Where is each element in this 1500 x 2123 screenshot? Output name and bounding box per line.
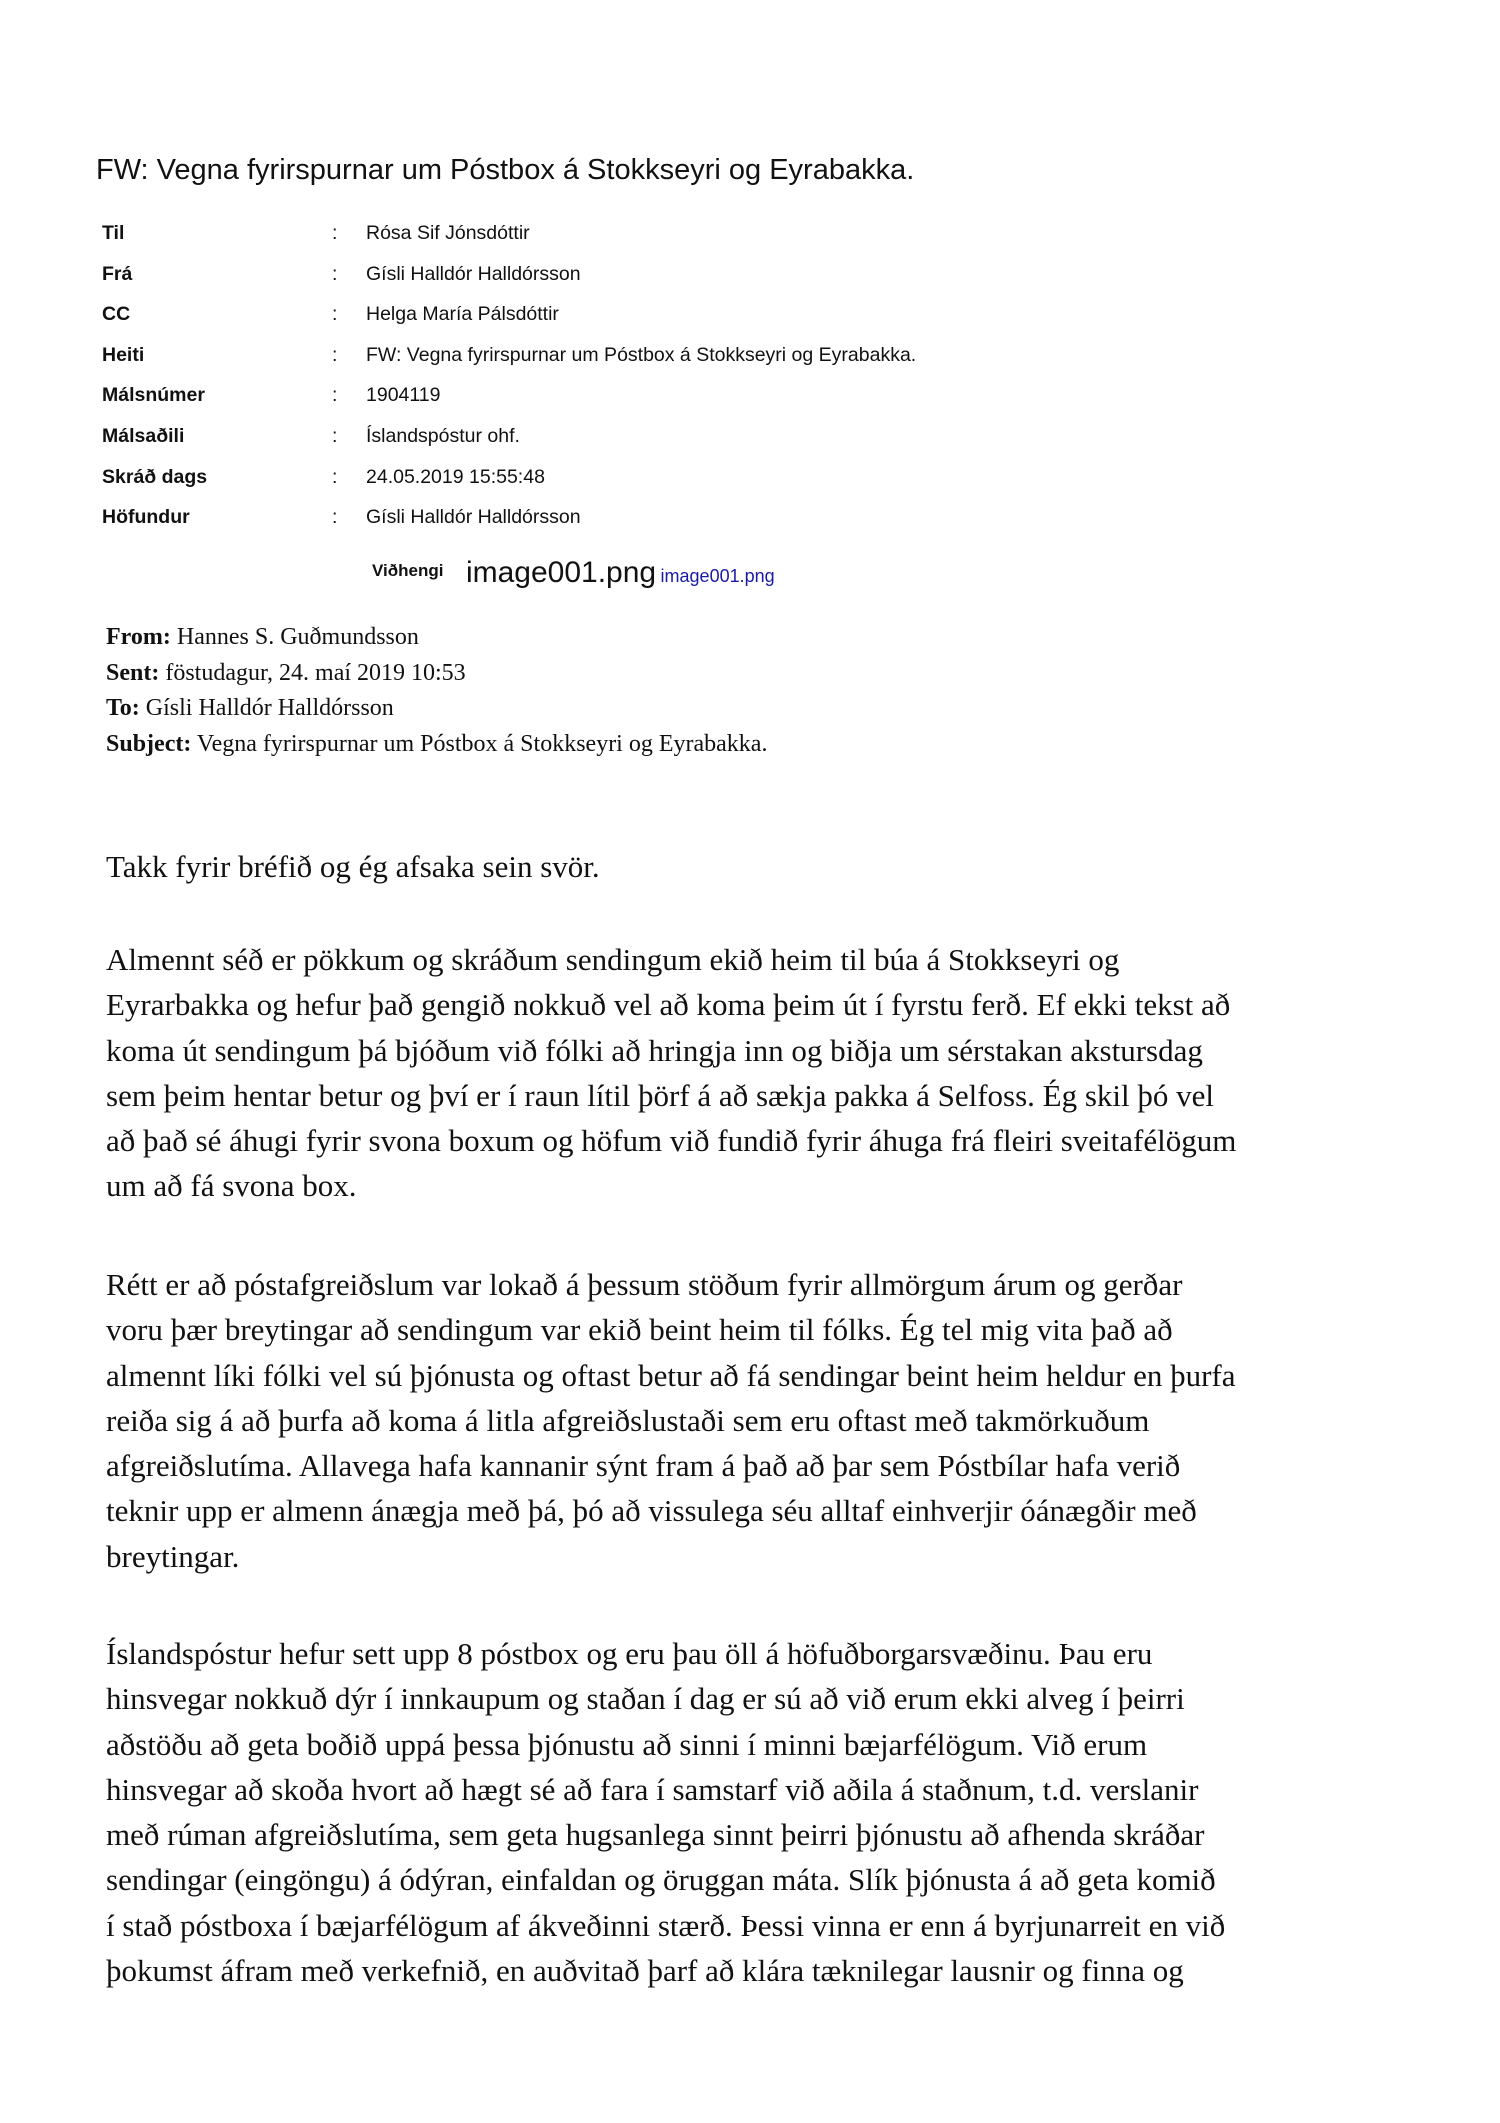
body-line: Eyrarbakka og hefur það gengið nokkuð vel að koma þeim út í fyrstu ferð. Ef ekki tekst að xyxy=(106,987,1231,1023)
meta-label: Skráð dags xyxy=(102,465,208,488)
body-line: hinsvegar að skoða hvort að hægt sé að fara í samstarf við aðila á staðnum, t.d. verslanir xyxy=(106,1771,1199,1807)
body-line: Almennt séð er pökkum og skráðum sendingum ekið heim til búa á Stokkseyri og xyxy=(106,942,1120,977)
meta-value: Gísli Halldór Halldórsson xyxy=(366,262,581,285)
meta-separator: : xyxy=(332,222,338,244)
meta-row-hofundur xyxy=(102,506,1302,547)
attachment-link[interactable]: image001.png xyxy=(660,566,775,586)
body-line: sendingar (eingöngu) á ódýran, einfaldan og öruggan máta. Slík þjónusta á að geta komið xyxy=(106,1862,1216,1898)
meta-label: Frá xyxy=(102,262,133,285)
meta-row-heiti xyxy=(102,344,1302,385)
email-header xyxy=(106,620,767,762)
body-line: um að fá svona box. xyxy=(106,1168,357,1204)
to-value: Gísli Halldór Halldórsson xyxy=(145,695,394,721)
sent-value: föstudagur, 24. maí 2019 10:53 xyxy=(165,659,466,686)
meta-separator: : xyxy=(332,506,338,529)
body-line: teknir upp er almenn ánægja með þá, þó að vissulega séu alltaf einhverjir óánægðir með xyxy=(106,1493,1197,1529)
attachment-name: image001.png xyxy=(465,556,657,589)
meta-separator: : xyxy=(332,424,338,447)
meta-value: 24.05.2019 15:55:48 xyxy=(366,465,545,488)
meta-row-malsnumer xyxy=(102,384,1302,425)
meta-value: Rósa Sif Jónsdóttir xyxy=(366,222,530,244)
body-paragraph-1 xyxy=(106,844,1436,889)
email-to-line xyxy=(106,691,767,727)
body-line: í stað póstboxa í bæjarfélögum af ákveðinni stærð. Þessi vinna er enn á byrjunarreit en við xyxy=(106,1907,1226,1943)
meta-label: Til xyxy=(102,222,125,244)
attachment-row xyxy=(372,556,775,590)
meta-row-malsadili xyxy=(102,425,1302,466)
meta-label: Höfundur xyxy=(102,506,190,529)
to-label: To: xyxy=(106,695,140,721)
meta-separator: : xyxy=(332,303,338,326)
body-paragraph-3 xyxy=(106,1262,1436,1579)
meta-row-cc xyxy=(102,303,1302,344)
meta-separator: : xyxy=(332,384,338,407)
body-line: sem þeim hentar betur og því er í raun lítil þörf á að sækja pakka á Selfoss. Ég skil þó vel xyxy=(106,1077,1214,1113)
document-title: FW: Vegna fyrirspurnar um Póstbox á Stokkseyri og Eyrabakka. xyxy=(96,154,915,186)
body-line: að það sé áhugi fyrir svona boxum og höfum við fundið fyrir áhuga frá fleiri sveitafélögum xyxy=(106,1123,1237,1159)
body-line: Takk fyrir bréfið og ég afsaka sein svör. xyxy=(106,849,600,884)
email-from-line xyxy=(106,620,767,656)
body-line: þokumst áfram með verkefnið, en auðvitað þarf að klára tæknilegar lausnir og finna og xyxy=(106,1953,1184,1989)
meta-label: CC xyxy=(102,303,131,326)
subject-label: Subject: xyxy=(106,730,192,757)
body-line: voru þær breytingar að sendingum var ekið beint heim til fólks. Ég tel mig vita það að xyxy=(106,1312,1173,1348)
meta-label: Málsaðili xyxy=(102,424,185,447)
metadata-table xyxy=(102,222,1302,547)
body-line: afgreiðslutíma. Allavega hafa kannanir sýnt fram á það að þar sem Póstbílar hafa verið xyxy=(106,1448,1181,1484)
body-line: breytingar. xyxy=(106,1538,240,1574)
body-line: Íslandspóstur hefur sett upp 8 póstbox og eru þau öll á höfuðborgarsvæðinu. Þau eru xyxy=(106,1636,1153,1671)
meta-separator: : xyxy=(332,262,338,285)
meta-row-skrad-dags xyxy=(102,466,1302,507)
meta-row-fra xyxy=(102,263,1302,304)
body-paragraph-2 xyxy=(106,937,1436,1209)
body-line: hinsvegar nokkuð dýr í innkaupum og staðan í dag er sú að við erum ekki alveg í þeirri xyxy=(106,1681,1185,1717)
body-line: með rúman afgreiðslutíma, sem geta hugsanlega sinnt þeirri þjónustu að afhenda skráðar xyxy=(106,1817,1205,1853)
subject-value: Vegna fyrirspurnar um Póstbox á Stokkseyri og Eyrabakka. xyxy=(196,730,768,757)
meta-label: Málsnúmer xyxy=(102,384,205,407)
meta-separator: : xyxy=(332,465,338,488)
from-label: From: xyxy=(106,624,171,650)
sent-label: Sent: xyxy=(106,659,160,686)
meta-row-til xyxy=(102,222,1302,263)
body-paragraph-4 xyxy=(106,1631,1436,1993)
meta-value: FW: Vegna fyrirspurnar um Póstbox á Stokkseyri og Eyrabakka. xyxy=(366,343,917,366)
meta-label: Heiti xyxy=(102,343,145,366)
attachment-label: Viðhengi xyxy=(372,561,444,580)
email-sent-line xyxy=(106,656,767,692)
meta-value: Íslandspóstur ohf. xyxy=(366,424,520,447)
meta-separator: : xyxy=(332,343,338,366)
body-line: reiða sig á að þurfa að koma á litla afgreiðslustaði sem eru oftast með takmörkuðum xyxy=(106,1402,1150,1438)
body-line: aðstöðu að geta boðið uppá þessa þjónustu að sinni í minni bæjarfélögum. Við erum xyxy=(106,1726,1148,1762)
body-line: Rétt er að póstafgreiðslum var lokað á þessum stöðum fyrir allmörgum árum og gerðar xyxy=(106,1267,1183,1302)
meta-value: Helga María Pálsdóttir xyxy=(366,303,559,326)
body-line: almennt líki fólki vel sú þjónusta og oftast betur að fá sendingar beint heim heldur en þurfa xyxy=(106,1357,1236,1393)
email-subject-line xyxy=(106,727,767,763)
from-value: Hannes S. Guðmundsson xyxy=(176,624,419,650)
body-line: koma út sendingum þá bjóðum við fólki að hringja inn og biðja um sérstakan akstursdag xyxy=(106,1032,1203,1068)
meta-value: 1904119 xyxy=(366,384,441,407)
meta-value: Gísli Halldór Halldórsson xyxy=(366,506,581,529)
